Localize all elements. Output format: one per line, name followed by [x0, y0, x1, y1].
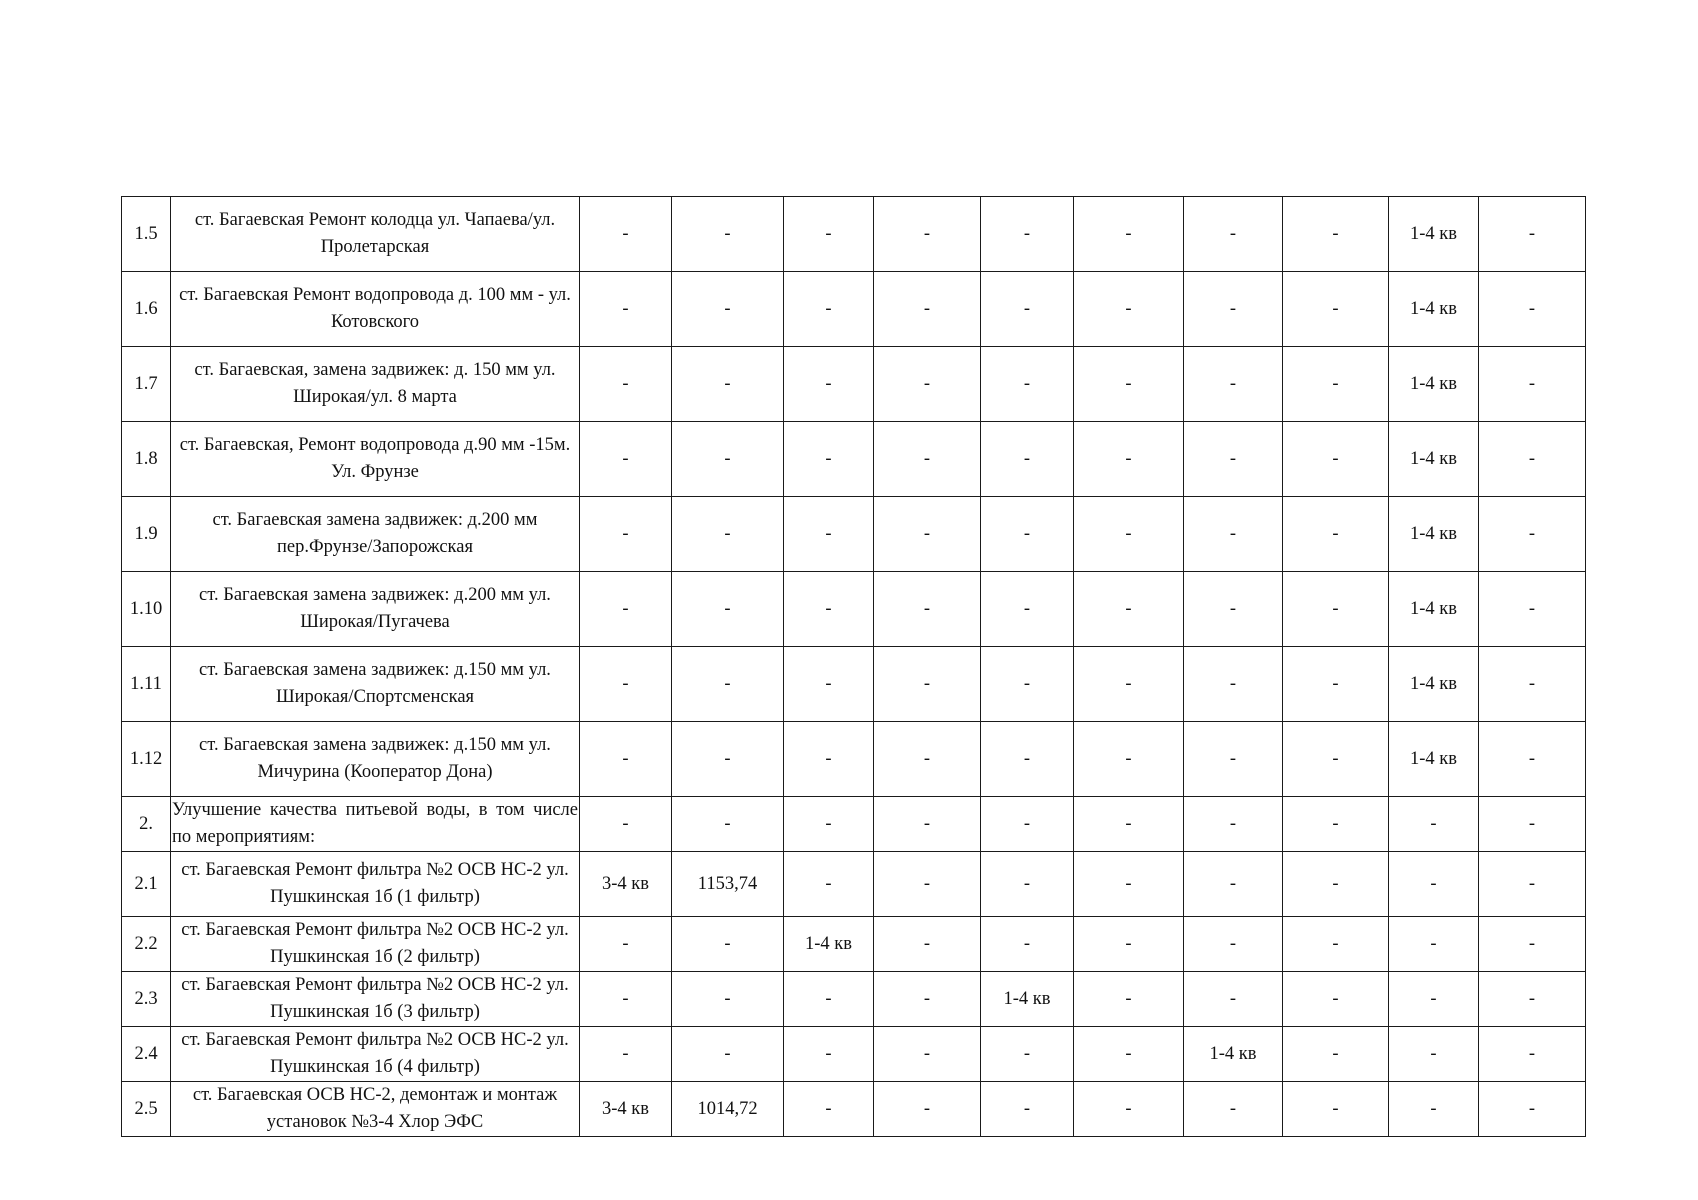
schedule-cell: - — [580, 497, 672, 572]
schedule-cell: - — [1283, 497, 1389, 572]
schedule-cell: - — [981, 272, 1074, 347]
schedule-cell: - — [1283, 1027, 1389, 1082]
schedule-cell: - — [1283, 972, 1389, 1027]
schedule-cell: - — [1389, 972, 1479, 1027]
schedule-cell: - — [981, 852, 1074, 917]
row-number: 1.7 — [122, 347, 171, 422]
schedule-cell: - — [784, 797, 874, 852]
schedule-cell: - — [1074, 197, 1184, 272]
work-description: ст. Багаевская замена задвижек: д.150 мм ул. Широкая/Спортсменская — [171, 647, 580, 722]
schedule-cell: - — [981, 1082, 1074, 1137]
schedule-cell: 1-4 кв — [1389, 272, 1479, 347]
work-description: ст. Багаевская замена задвижек: д.200 мм пер.Фрунзе/Запорожская — [171, 497, 580, 572]
table-row — [122, 972, 1586, 1027]
schedule-cell: - — [784, 497, 874, 572]
schedule-cell: - — [784, 972, 874, 1027]
schedule-cell: - — [874, 572, 981, 647]
schedule-cell: - — [784, 347, 874, 422]
schedule-cell: - — [1074, 572, 1184, 647]
schedule-cell: - — [1479, 722, 1586, 797]
schedule-cell: - — [1283, 797, 1389, 852]
schedule-cell: - — [874, 272, 981, 347]
schedule-cell: - — [1074, 722, 1184, 797]
schedule-cell: - — [981, 797, 1074, 852]
table-row — [122, 347, 1586, 422]
work-description: ст. Багаевская замена задвижек: д.200 мм ул. Широкая/Пугачева — [171, 572, 580, 647]
schedule-cell: - — [1184, 797, 1283, 852]
schedule-cell: - — [981, 647, 1074, 722]
schedule-cell: - — [672, 422, 784, 497]
schedule-cell: - — [1283, 272, 1389, 347]
schedule-cell: 1-4 кв — [1389, 197, 1479, 272]
table-row — [122, 572, 1586, 647]
schedule-cell: 3-4 кв — [580, 852, 672, 917]
schedule-cell: - — [1184, 1082, 1283, 1137]
schedule-cell: - — [1479, 972, 1586, 1027]
work-description: Улучшение качества питьевой воды, в том числе по мероприятиям: — [171, 797, 580, 852]
schedule-cell: - — [672, 197, 784, 272]
row-number: 1.8 — [122, 422, 171, 497]
schedule-cell: - — [1389, 1027, 1479, 1082]
work-description: ст. Багаевская Ремонт фильтра №2 ОСВ НС-2 ул. Пушкинская 1б (1 фильтр) — [171, 852, 580, 917]
schedule-cell: - — [784, 197, 874, 272]
schedule-cell: - — [672, 272, 784, 347]
schedule-cell: 3-4 кв — [580, 1082, 672, 1137]
schedule-cell: - — [1074, 852, 1184, 917]
schedule-cell: - — [981, 917, 1074, 972]
table-row — [122, 497, 1586, 572]
schedule-cell: - — [1479, 647, 1586, 722]
schedule-cell: - — [672, 347, 784, 422]
schedule-cell: - — [1479, 497, 1586, 572]
schedule-cell: - — [672, 572, 784, 647]
schedule-cell: - — [874, 722, 981, 797]
schedule-cell: - — [1184, 497, 1283, 572]
row-number: 1.12 — [122, 722, 171, 797]
schedule-cell: - — [1479, 1082, 1586, 1137]
schedule-cell: - — [672, 647, 784, 722]
schedule-cell: - — [1283, 197, 1389, 272]
row-number: 1.5 — [122, 197, 171, 272]
schedule-cell: - — [1389, 852, 1479, 917]
work-description: ст. Багаевская, Ремонт водопровода д.90 мм -15м. Ул. Фрунзе — [171, 422, 580, 497]
schedule-cell: - — [672, 1027, 784, 1082]
row-number: 2.4 — [122, 1027, 171, 1082]
row-number: 1.9 — [122, 497, 171, 572]
table-row — [122, 797, 1586, 852]
table-row — [122, 272, 1586, 347]
schedule-cell: - — [1479, 852, 1586, 917]
schedule-cell: - — [1479, 917, 1586, 972]
schedule-cell: - — [784, 1027, 874, 1082]
schedule-cell: - — [1184, 572, 1283, 647]
schedule-cell: - — [1479, 422, 1586, 497]
table-row — [122, 852, 1586, 917]
schedule-cell: - — [1283, 347, 1389, 422]
schedule-cell: 1-4 кв — [1389, 647, 1479, 722]
schedule-cell: - — [1283, 647, 1389, 722]
table-row — [122, 647, 1586, 722]
schedule-cell: - — [1074, 647, 1184, 722]
row-number: 1.11 — [122, 647, 171, 722]
schedule-cell: - — [1479, 797, 1586, 852]
row-number: 1.6 — [122, 272, 171, 347]
schedule-cell: - — [981, 422, 1074, 497]
table-row — [122, 422, 1586, 497]
schedule-cell: 1014,72 — [672, 1082, 784, 1137]
schedule-cell: - — [784, 572, 874, 647]
schedule-cell: - — [874, 197, 981, 272]
row-number: 2.1 — [122, 852, 171, 917]
schedule-cell: - — [784, 722, 874, 797]
schedule-cell: - — [874, 852, 981, 917]
schedule-cell: - — [580, 272, 672, 347]
schedule-cell: - — [1184, 422, 1283, 497]
schedule-cell: - — [1074, 272, 1184, 347]
schedule-cell: - — [1479, 347, 1586, 422]
schedule-cell: 1153,74 — [672, 852, 784, 917]
schedule-cell: - — [580, 347, 672, 422]
work-description: ст. Багаевская, замена задвижек: д. 150 мм ул. Широкая/ул. 8 марта — [171, 347, 580, 422]
schedule-cell: - — [1283, 852, 1389, 917]
schedule-cell: - — [1184, 347, 1283, 422]
schedule-cell: 1-4 кв — [1389, 422, 1479, 497]
schedule-cell: 1-4 кв — [981, 972, 1074, 1027]
schedule-cell: - — [1184, 197, 1283, 272]
row-number: 1.10 — [122, 572, 171, 647]
schedule-cell: - — [981, 197, 1074, 272]
schedule-cell: - — [580, 917, 672, 972]
table-row — [122, 197, 1586, 272]
schedule-cell: - — [874, 347, 981, 422]
schedule-cell: - — [981, 572, 1074, 647]
schedule-cell: - — [874, 972, 981, 1027]
schedule-cell: - — [1184, 917, 1283, 972]
schedule-cell: - — [1389, 797, 1479, 852]
work-description: ст. Багаевская ОСВ НС-2, демонтаж и монтаж установок №3-4 Хлор ЭФС — [171, 1082, 580, 1137]
table-row — [122, 1027, 1586, 1082]
schedule-cell: - — [784, 647, 874, 722]
schedule-cell: 1-4 кв — [1389, 497, 1479, 572]
table-body — [122, 197, 1586, 1137]
schedule-cell: - — [1074, 797, 1184, 852]
schedule-cell: - — [1074, 347, 1184, 422]
schedule-cell: - — [1074, 422, 1184, 497]
schedule-cell: - — [874, 917, 981, 972]
schedule-cell: - — [981, 1027, 1074, 1082]
schedule-cell: - — [1184, 272, 1283, 347]
schedule-cell: - — [1479, 197, 1586, 272]
schedule-cell: - — [580, 972, 672, 1027]
schedule-cell: - — [672, 797, 784, 852]
work-description: ст. Багаевская замена задвижек: д.150 мм ул. Мичурина (Кооператор Дона) — [171, 722, 580, 797]
schedule-cell: - — [874, 422, 981, 497]
schedule-cell: - — [580, 572, 672, 647]
schedule-cell: - — [672, 497, 784, 572]
work-description: ст. Багаевская Ремонт колодца ул. Чапаева/ул. Пролетарская — [171, 197, 580, 272]
row-number: 2.2 — [122, 917, 171, 972]
schedule-cell: - — [1479, 272, 1586, 347]
schedule-cell: - — [1283, 722, 1389, 797]
schedule-cell: - — [1074, 1082, 1184, 1137]
work-description: ст. Багаевская Ремонт фильтра №2 ОСВ НС-2 ул. Пушкинская 1б (2 фильтр) — [171, 917, 580, 972]
schedule-cell: - — [580, 722, 672, 797]
schedule-cell: - — [1074, 497, 1184, 572]
schedule-cell: - — [1184, 647, 1283, 722]
work-plan-table — [121, 196, 1586, 1137]
schedule-cell: - — [580, 197, 672, 272]
schedule-cell: - — [981, 722, 1074, 797]
schedule-cell: - — [1074, 972, 1184, 1027]
schedule-cell: - — [981, 347, 1074, 422]
schedule-cell: - — [580, 647, 672, 722]
schedule-cell: - — [874, 797, 981, 852]
schedule-cell: 1-4 кв — [1389, 572, 1479, 647]
table-row — [122, 722, 1586, 797]
schedule-cell: 1-4 кв — [1184, 1027, 1283, 1082]
schedule-cell: - — [580, 797, 672, 852]
schedule-cell: - — [1074, 917, 1184, 972]
work-description: ст. Багаевская Ремонт фильтра №2 ОСВ НС-2 ул. Пушкинская 1б (3 фильтр) — [171, 972, 580, 1027]
schedule-cell: - — [784, 272, 874, 347]
work-description: ст. Багаевская Ремонт водопровода д. 100 мм - ул. Котовского — [171, 272, 580, 347]
schedule-cell: - — [1184, 722, 1283, 797]
schedule-cell: - — [1184, 852, 1283, 917]
schedule-cell: - — [672, 917, 784, 972]
schedule-cell: - — [1283, 572, 1389, 647]
schedule-cell: - — [580, 1027, 672, 1082]
table-row — [122, 1082, 1586, 1137]
schedule-cell: - — [981, 497, 1074, 572]
schedule-cell: - — [1479, 1027, 1586, 1082]
table-row — [122, 917, 1586, 972]
schedule-cell: 1-4 кв — [1389, 347, 1479, 422]
schedule-cell: - — [784, 422, 874, 497]
schedule-cell: - — [1283, 917, 1389, 972]
schedule-cell: - — [874, 1082, 981, 1137]
schedule-cell: - — [874, 1027, 981, 1082]
schedule-cell: - — [874, 497, 981, 572]
row-number: 2.3 — [122, 972, 171, 1027]
schedule-cell: - — [784, 852, 874, 917]
schedule-cell: 1-4 кв — [1389, 722, 1479, 797]
row-number: 2.5 — [122, 1082, 171, 1137]
schedule-cell: - — [1389, 1082, 1479, 1137]
row-number: 2. — [122, 797, 171, 852]
schedule-cell: - — [1283, 1082, 1389, 1137]
work-description: ст. Багаевская Ремонт фильтра №2 ОСВ НС-2 ул. Пушкинская 1б (4 фильтр) — [171, 1027, 580, 1082]
schedule-cell: - — [672, 722, 784, 797]
schedule-cell: - — [1479, 572, 1586, 647]
schedule-cell: - — [672, 972, 784, 1027]
schedule-cell: - — [874, 647, 981, 722]
schedule-cell: - — [580, 422, 672, 497]
schedule-cell: - — [1184, 972, 1283, 1027]
schedule-cell: - — [1389, 917, 1479, 972]
schedule-cell: - — [1283, 422, 1389, 497]
schedule-cell: 1-4 кв — [784, 917, 874, 972]
schedule-cell: - — [1074, 1027, 1184, 1082]
schedule-cell: - — [784, 1082, 874, 1137]
